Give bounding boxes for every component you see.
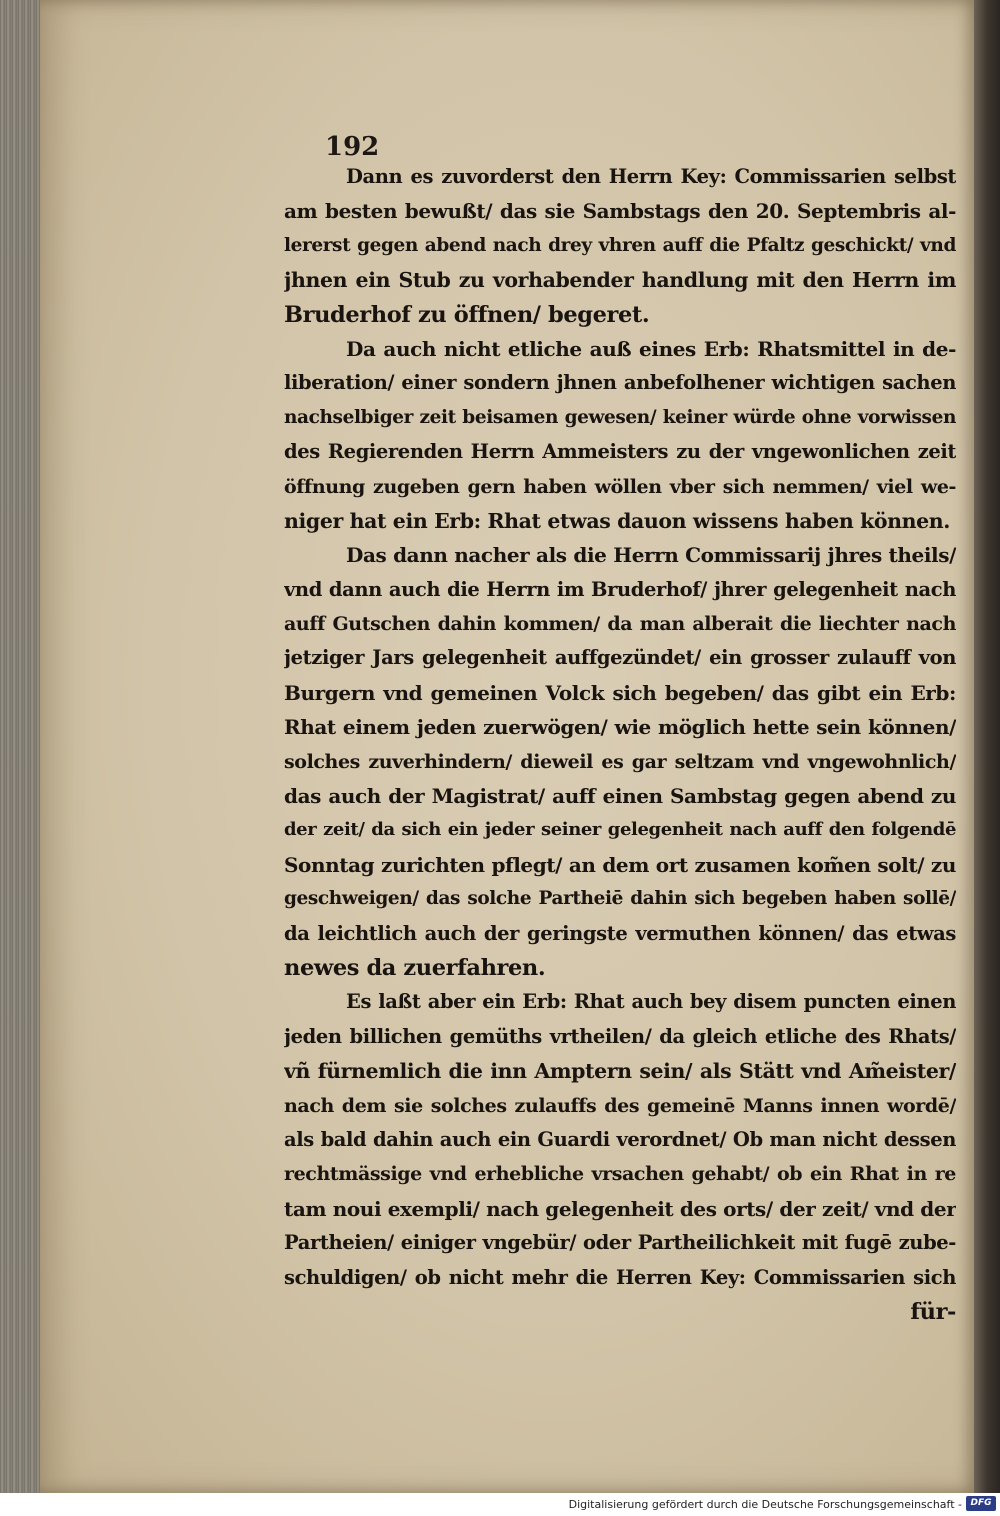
- text-line: öffnung zugeben gern haben wöllen vber sich nemmen/ viel we-: [284, 475, 956, 498]
- text-line: schuldigen/ ob nicht mehr die Herren Key: Commissarien sich: [284, 1265, 956, 1289]
- text-line: Bruderhof zu öffnen/ begeret.: [284, 301, 650, 328]
- book-binding-edge: [974, 0, 1000, 1493]
- text-line: jetziger Jars gelegenheit auffgezündet/ ein grosser zulauff von: [284, 646, 956, 670]
- text-line: vnd dann auch die Herrn im Bruderhof/ jhrer gelegenheit nach: [284, 577, 956, 601]
- text-line: Burgern vnd gemeinen Volck sich begeben/ das gibt ein Erb:: [284, 680, 956, 705]
- text-line: jeden billichen gemüths vrtheilen/ da gleich etliche des Rhats/: [284, 1024, 956, 1048]
- text-line: liberation/ einer sondern jhnen anbefolhener wichtigen sachen: [284, 371, 956, 395]
- text-line: als bald dahin auch ein Guardi verordnet/ Ob man nicht dessen: [284, 1127, 956, 1151]
- text-line: nach dem sie solches zulauffs des gemeinē Manns innen wordē/: [284, 1094, 956, 1117]
- text-line: auff Gutschen dahin kommen/ da man alberait die liechter nach: [284, 613, 956, 636]
- text-line: solches zuverhindern/ dieweil es gar seltzam vnd vngewohnlich/: [284, 750, 956, 773]
- text-line: Rhat einem jeden zuerwögen/ wie möglich hette sein können/: [284, 715, 956, 740]
- text-line: geschweigen/ das solche Partheiē dahin sich begeben haben sollē/: [284, 888, 956, 910]
- footer-bar: [0, 1493, 1000, 1516]
- text-line: newes da zuerfahren.: [284, 954, 546, 981]
- body-text: [284, 160, 956, 1329]
- text-line: tam noui exempli/ nach gelegenheit des orts/ der zeit/ vnd der: [284, 1196, 956, 1221]
- text-line: niger hat ein Erb: Rhat etwas dauon wissens haben können.: [284, 508, 951, 533]
- text-line: rechtmässige vnd erhebliche vrsachen gehabt/ ob ein Rhat in re: [284, 1163, 956, 1186]
- text-line: Da auch nicht etliche auß eines Erb: Rhatsmittel in de-: [346, 336, 956, 361]
- funding-credit: Digitalisierung gefördert durch die Deutsche Forschungsgemeinschaft -: [568, 1498, 962, 1511]
- text-line: das auch der Magistrat/ auff einen Sambstag gegen abend zu: [284, 784, 956, 809]
- text-line: Dann es zuvorderst den Herrn Key: Commissarien selbst: [346, 165, 956, 188]
- page-number: 192: [325, 132, 380, 162]
- text-line: da leichtlich auch der geringste vermuthen können/ das etwas: [284, 921, 956, 945]
- text-line: für-: [910, 1298, 956, 1325]
- dfg-logo-icon: DFG: [966, 1496, 996, 1511]
- text-line: lererst gegen abend nach drey vhren auff die Pfaltz geschickt/ vnd: [284, 234, 956, 256]
- text-line: nachselbiger zeit beisamen gewesen/ keiner würde ohne vorwissen: [284, 406, 956, 428]
- text-line: am besten bewußt/ das sie Sambstags den 20. Septembris al-: [284, 199, 956, 224]
- text-line: Sonntag zurichten pflegt/ an dem ort zusamen kom̃en solt/ zu: [284, 852, 956, 877]
- text-line: Es laßt aber ein Erb: Rhat auch bey disem puncten einen: [346, 990, 956, 1014]
- text-line: jhnen ein Stub zu vorhabender handlung mit den Herrn im: [284, 268, 956, 293]
- text-line: Das dann nacher als die Herrn Commissarij jhres theils/: [346, 543, 956, 568]
- text-line: des Regierenden Herrn Ammeisters zu der vngewonlichen zeit: [284, 440, 956, 464]
- text-line: Partheien/ einiger vngebür/ oder Partheilichkeit mit fugē zube-: [284, 1231, 956, 1255]
- text-line: der zeit/ da sich ein jeder seiner gelegenheit nach auff den folgendē: [284, 819, 956, 841]
- text-line: vñ fürnemlich die inn Amptern sein/ als Stätt vnd Am̃eister/: [284, 1059, 956, 1084]
